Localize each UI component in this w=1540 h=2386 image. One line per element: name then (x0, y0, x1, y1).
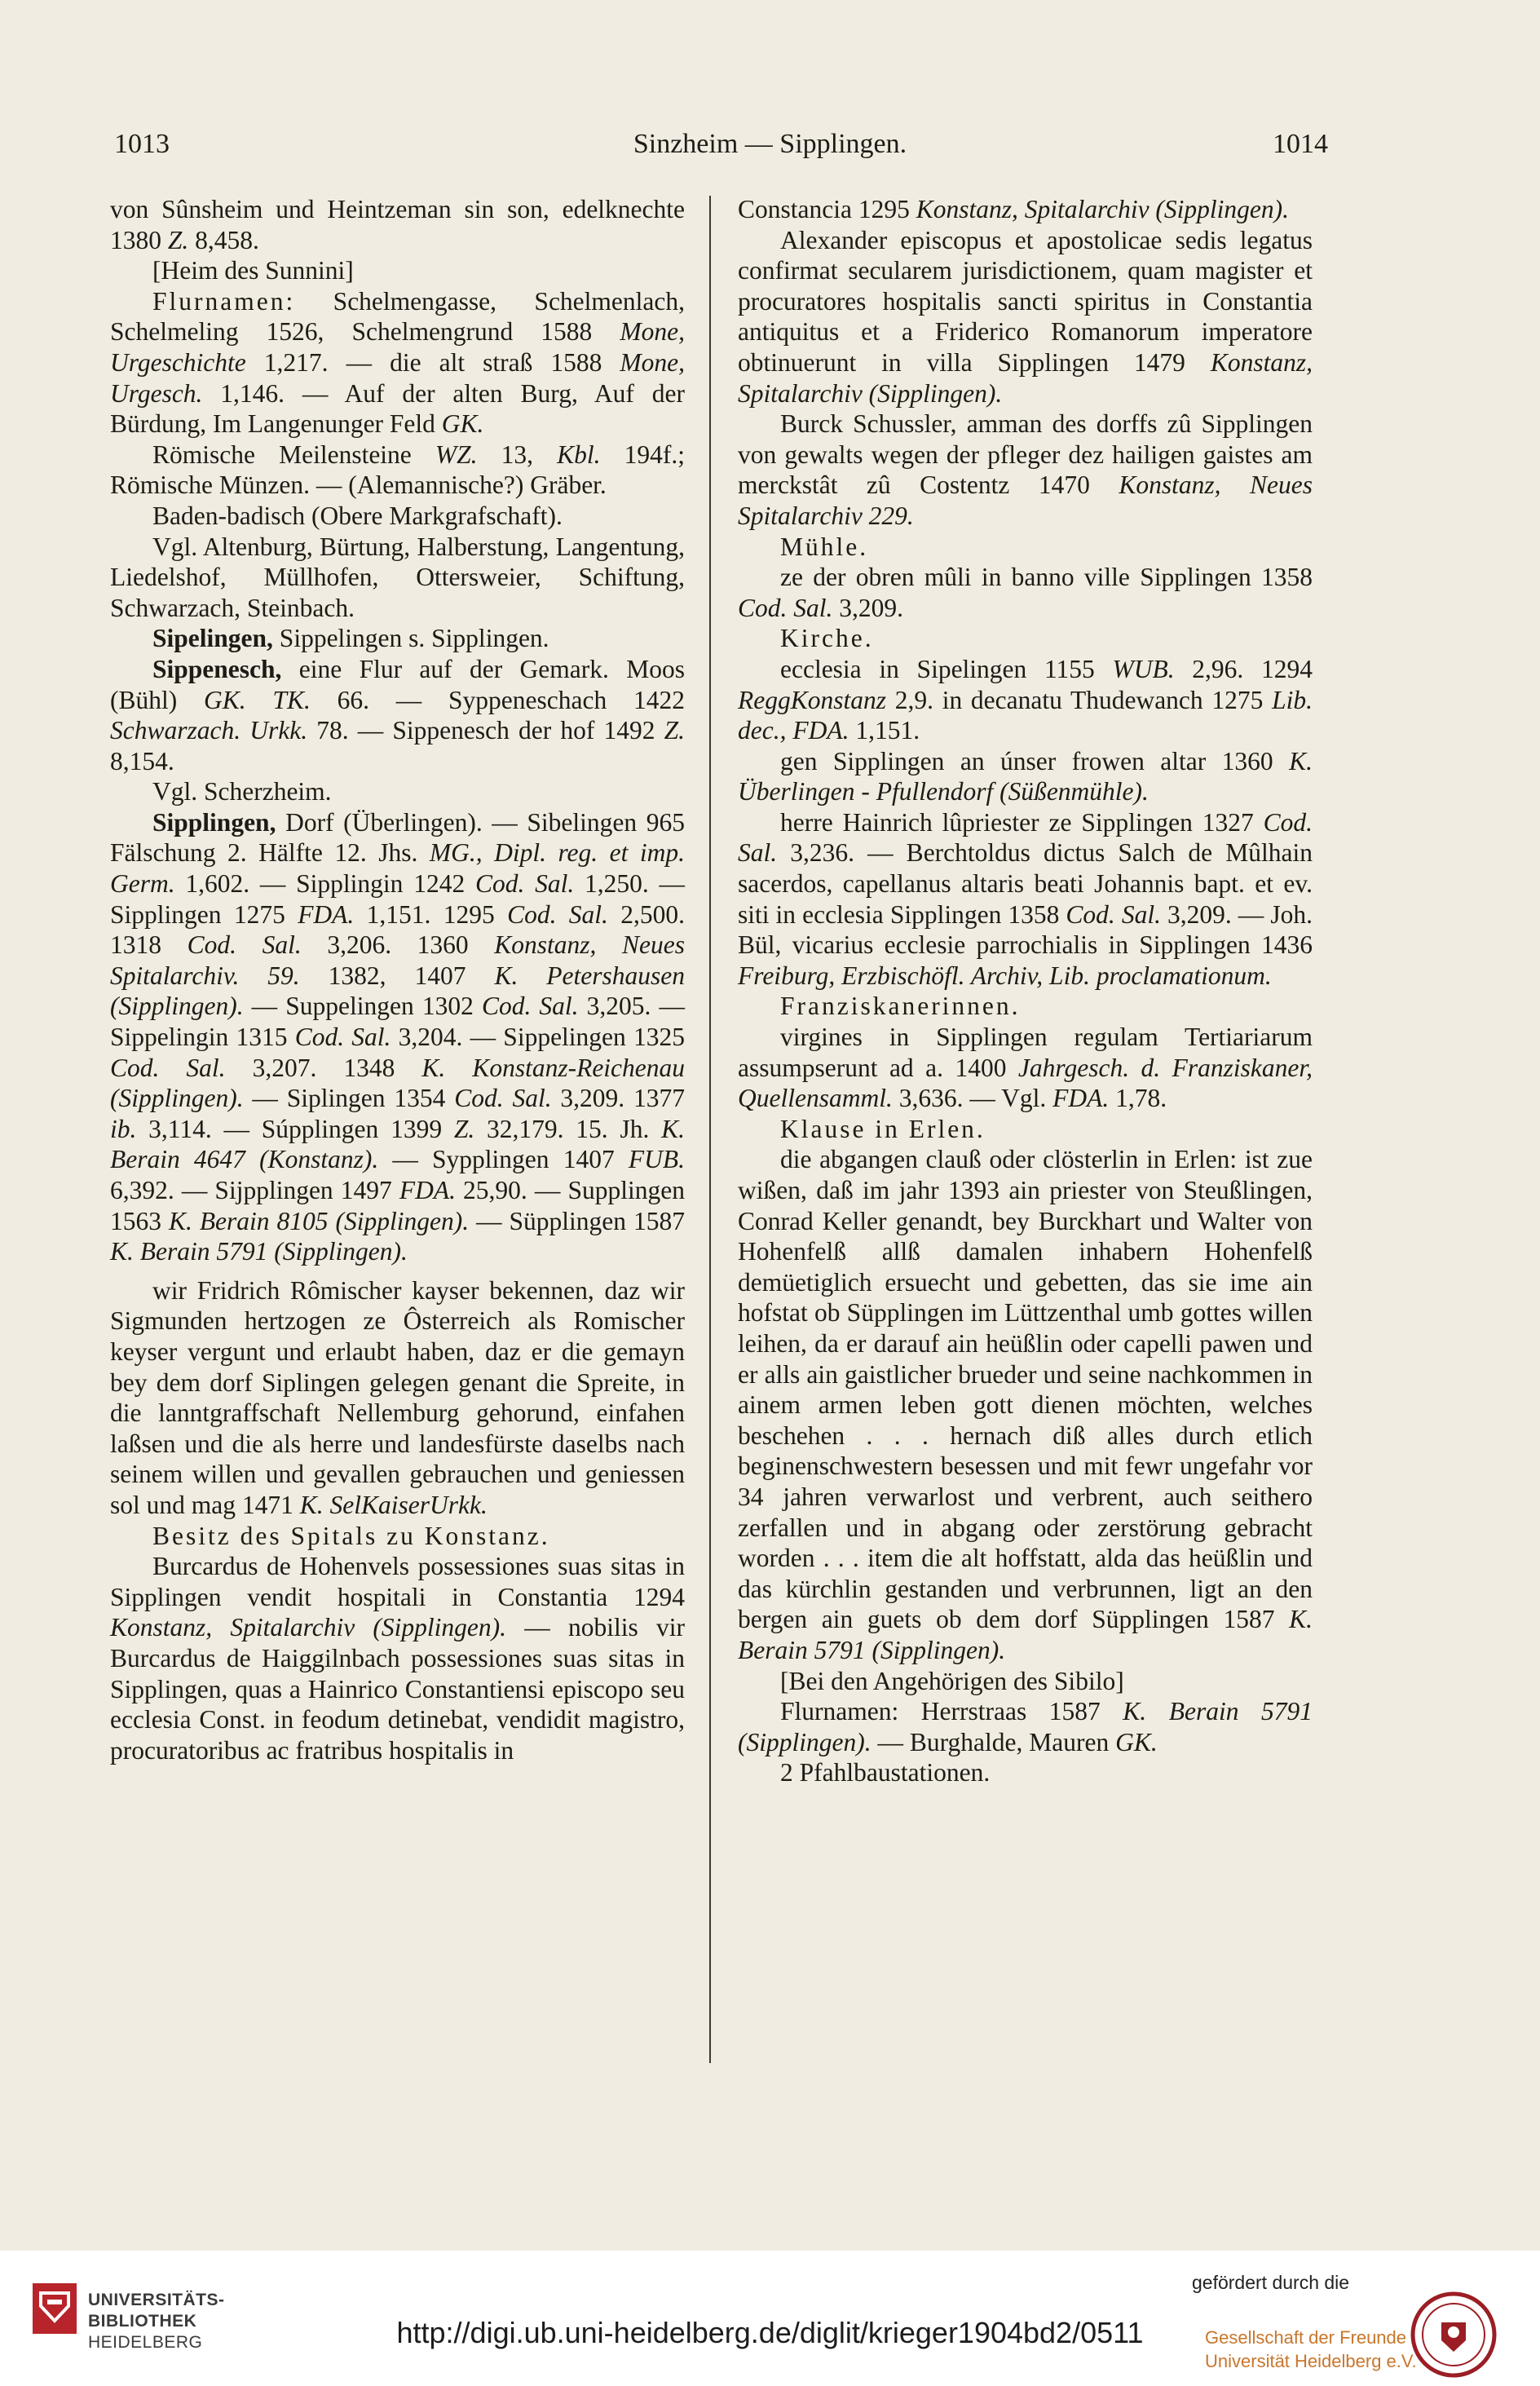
column-divider (709, 196, 711, 2063)
viewer-footer (0, 2251, 1540, 2386)
sponsor-caption: gefördert durch die (1192, 2272, 1350, 2293)
left-column-paragraph: Besitz des Spitals zu Konstanz. (152, 1521, 550, 1550)
left-column-paragraph: wir Fridrich Rômischer kayser bekennen, daz wir Sigmunden hertzogen ze Ôsterreich als Romischer keyser vergunt und erlaubt haben, daz er die gemayn bey dem dorf Siplingen gelegen genant die Spreite, in die lanntgraffschaft Nellemburg gehorund, einfahen laßsen und die als herre und landesfürste daselbs nach seinem willen und gevallen gebrauchen und geniessen sol und mag 1471 K. SelKaiserUrkk. (110, 1275, 685, 1519)
left-column-paragraph: Römische Meilensteine WZ. 13, Kbl. 194f.; Römische Münzen. — (Alemannische?) Gräber. (110, 440, 686, 500)
left-column-paragraph: Baden-badisch (Obere Markgrafschaft). (152, 501, 563, 530)
left-column-paragraph: Vgl. Altenburg, Bürtung, Halberstung, Langentung, Liedelshof, Müllhofen, Ottersweier, Schiftung, Schwarzach, Steinbach. (110, 532, 685, 622)
right-column-paragraph: Mühle. (780, 532, 869, 561)
right-column-paragraph: Burck Schussler, amman des dorffs zû Sipplingen von gewalts wegen der pfleger dez hailigen gaistes am merckstât zû Costentz 1470 Konstanz, Neues Spitalarchiv 229. (738, 409, 1313, 530)
left-column-paragraph: Flurnamen: Schelmengasse, Schelmenlach, Schelmeling 1526, Schelmengrund 1588 Mone, Urgeschichte 1,217. — die alt straß 1588 Mone, Urgesch. 1,146. — Auf der alten Burg, Auf der Bürdung, Im Langenunger Feld GK. (110, 286, 685, 439)
right-column (738, 194, 1313, 1788)
right-column-paragraph: Franziskanerinnen. (780, 992, 1021, 1021)
left-column (110, 194, 685, 1765)
running-head (0, 129, 1540, 170)
right-column-paragraph: Klause in Erlen. (780, 1114, 986, 1143)
right-column-paragraph: gen Sipplingen an únser frowen altar 1360 K. Überlingen - Pfullendorf (Süßenmühle). (738, 746, 1313, 806)
page-number-right: 1014 (1273, 129, 1328, 159)
right-column-paragraph: Alexander episcopus et apostolicae sedis legatus confirmat secularem jurisdictionem, quam magister et procuratores hospitalis sancti spiritus in Constantia antiquitus et a Friderico Romanorum imperatore obtinuerunt in villa Sipplingen 1479 Konstanz, Spitalarchiv (Sipplingen). (738, 225, 1313, 408)
university-seal-icon (1409, 2290, 1498, 2379)
permalink-url[interactable]: http://digi.ub.uni-heidelberg.de/diglit/krieger1904bd2/0511 (396, 2316, 1144, 2349)
right-column-paragraph: virgines in Sipplingen regulam Tertiariarum assumpserunt ad a. 1400 Jahrgesch. d. Franziskaner, Quellensamml. 3,636. — Vgl. FDA. 1,78. (738, 1023, 1313, 1113)
right-column-paragraph: ze der obren mûli in banno ville Sipplingen 1358 Cod. Sal. 3,209. (738, 563, 1313, 622)
sponsor-name: Gesellschaft der Freunde Universität Heidelberg e.V. (1205, 2327, 1417, 2371)
right-column-paragraph: ecclesia in Sipelingen 1155 WUB. 2,96. 1294 ReggKonstanz 2,9. in decanatu Thudewanch 1275 Lib. dec., FDA. 1,151. (738, 654, 1313, 745)
left-column-paragraph: Burcardus de Hohenvels possessiones suas sitas in Sipplingen vendit hospitali in Constantia 1294 Konstanz, Spitalarchiv (Sipplingen). — nobilis vir Burcardus de Haiggilnbach possessiones suas sitas in Sipplingen, quas a Hainrico Constantiensi episcopo seu ecclesia Const. in feodum detinebat, vendidit magistro, procuratoribus ac fratribus hospitalis in (110, 1552, 685, 1765)
right-column-paragraph: 2 Pfahlbaustationen. (780, 1758, 991, 1787)
left-column-paragraph: Sipplingen, Dorf (Überlingen). — Sibelingen 965 Fälschung 2. Hälfte 12. Jhs. MG., Dipl. reg. et imp. Germ. 1,602. — Sipplingin 1242 Cod. Sal. 1,250. — Sipplingen 1275 FDA. 1,151. 1295 Cod. Sal. 2,500. 1318 Cod. Sal. 3,206. 1360 Konstanz, Neues Spitalarchiv. 59. 1382, 1407 K. Petershausen (Sipplingen). — Suppelingen 1302 Cod. Sal. 3,205. — Sippelingin 1315 Cod. Sal. 3,204. — Sippelingen 1325 Cod. Sal. 3,207. 1348 K. Konstanz-Reichenau (Sipplingen). — Siplingen 1354 Cod. Sal. 3,209. 1377 ib. 3,114. — Súpplingen 1399 Z. 32,179. 15. Jh. K. Berain 4647 (Konstanz). — Sypplingen 1407 FUB. 6,392. — Sijpplingen 1497 FDA. 25,90. — Supplingen 1563 K. Berain 8105 (Sipplingen). — Süpplingen 1587 K. Berain 5791 (Sipplingen). (110, 807, 686, 1266)
page-number-left: 1013 (114, 129, 170, 159)
right-column-paragraph: Flurnamen: Herrstraas 1587 K. Berain 5791 (Sipplingen). — Burghalde, Mauren GK. (738, 1697, 1313, 1756)
page-title: Sinzheim — Sipplingen. (633, 129, 907, 159)
right-column-paragraph: Kirche. (780, 624, 874, 653)
left-column-paragraph: [Heim des Sunnini] (152, 256, 354, 285)
right-column-paragraph: die abgangen clauß oder clösterlin in Erlen: ist zue wißen, daß im jahr 1393 ain priester von Steußlingen, Conrad Keller genandt, bey Burckhart und Walter von Hohenfelß allß damalen inhabern Hohenfelß demüetiglich ersuecht und gebetten, das sie ime ain hofstat ob Süpplingen im Lüttzenthal umb gottes willen leihen, da er darauf ain heüßlin oder capelli pawen und er alls ain gaistlicher brueder und seine nachkommen in ainem armen leben gott dienen möchten, welches beschehen . . . hernach diß alles durch etlich beginenschwestern besessen und mit fewr ungefahr vor 34 jahren verwarlost und verbrent, auch seithero zerfallen und in abgang oder zerstörung gebracht worden . . . item die alt hoffstatt, alda das heüßlin und das kürchlin gestanden und verbrunnen, ligt an den bergen ain guets ob dem dorf Süpplingen 1587 K. Berain 5791 (Sipplingen). (738, 1145, 1313, 1664)
left-column-paragraph: Sipelingen, Sippelingen s. Sipplingen. (152, 624, 549, 653)
left-column-paragraph: von Sûnsheim und Heintzeman sin son, edelknechte 1380 Z. 8,458. (110, 195, 685, 254)
right-column-paragraph: [Bei den Angehörigen des Sibilo] (780, 1666, 1124, 1695)
right-column-paragraph: herre Hainrich lûpriester ze Sipplingen 1327 Cod. Sal. 3,236. — Berchtoldus dictus Salch de Mûlhain sacerdos, capellanus altaris beati Johannis bapt. et ev. siti in ecclesia Sipplingen 1358 Cod. Sal. 3,209. — Joh. Bül, vicarius ecclesie parrochialis in Sipplingen 1436 Freiburg, Erzbischöfl. Archiv, Lib. proclamationum. (738, 807, 1313, 990)
left-column-paragraph: Sippenesch, eine Flur auf der Gemark. Moos (Bühl) GK. TK. 66. — Syppeneschach 1422 Schwarzach. Urkk. 78. — Sippenesch der hof 1492 Z. 8,154. (110, 654, 685, 775)
library-name: UNIVERSITÄTS- BIBLIOTHEK HEIDELBERG (88, 2291, 225, 2352)
left-column-paragraph: Vgl. Scherzheim. (152, 777, 332, 806)
right-column-paragraph: Constancia 1295 Konstanz, Spitalarchiv (Sipplingen). (738, 195, 1290, 223)
